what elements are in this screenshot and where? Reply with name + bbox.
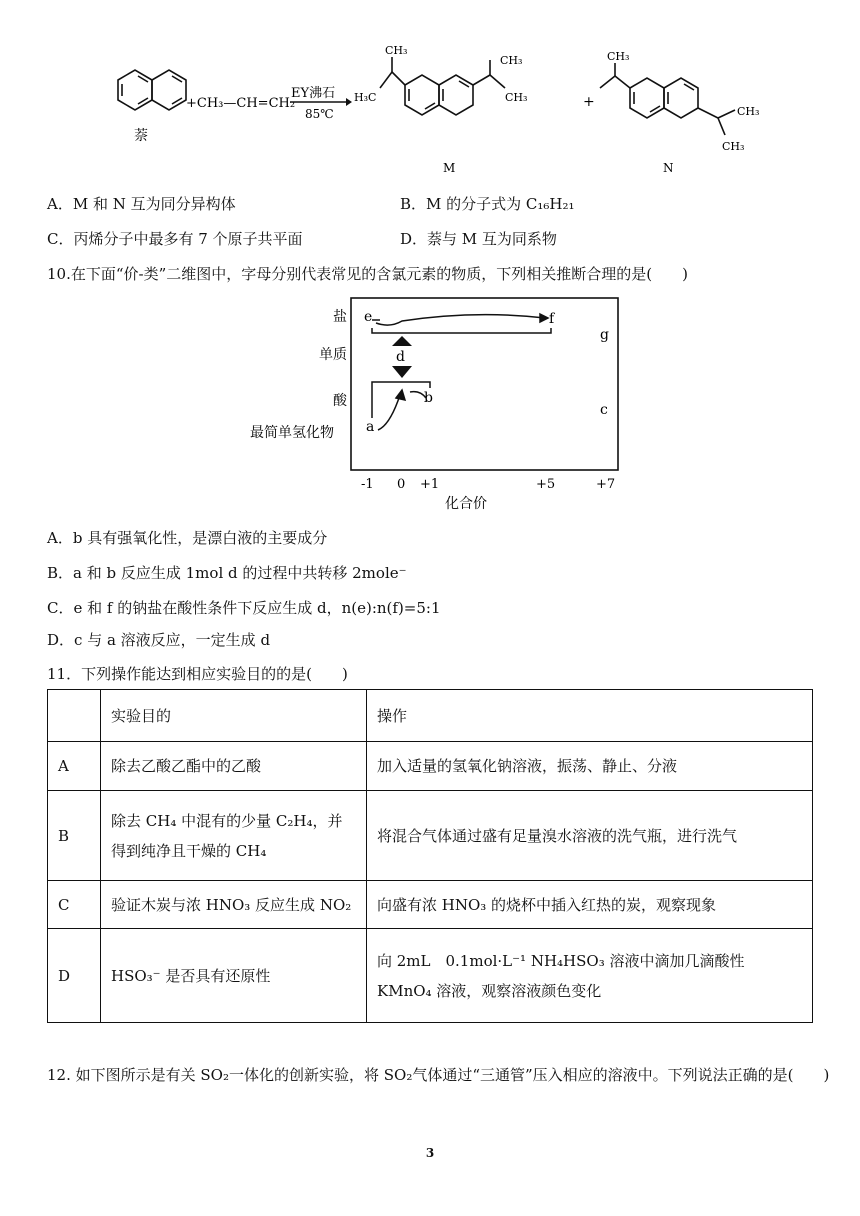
x-tick-pos1: +1 (420, 477, 440, 492)
q10-option-b: B．a 和 b 反应生成 1mol d 的过程中共转移 2mole⁻ (47, 564, 407, 582)
q9-option-d: D．萘与 M 互为同系物 (400, 230, 557, 248)
x-tick-0: 0 (397, 477, 406, 492)
table-row (48, 929, 813, 1023)
row-goal: 除去乙酸乙酯中的乙酸 (101, 742, 367, 791)
reaction-scheme (0, 0, 860, 185)
row-goal: 除去 CH₄ 中混有的少量 C₂H₄，并得到纯净且干燥的 CH₄ (101, 791, 367, 881)
q9-option-b: B．M 的分子式为 C₁₆H₂₁ (400, 195, 575, 213)
header-cell-key (48, 690, 101, 742)
q10-stem: 10.在下面“价-类”二维图中，字母分别代表常见的含氯元素的物质，下列相关推断合理的是( ) (47, 265, 688, 283)
row-key: C (48, 881, 101, 929)
point-e: e (364, 309, 373, 325)
point-f: f (549, 311, 555, 327)
m-ch3-top-right: CH₃ (500, 54, 523, 67)
row-goal: 验证木炭与浓 HNO₃ 反应生成 NO₂ (101, 881, 367, 929)
q12-stem: 12. 如下图所示是有关 SO₂一体化的创新实验，将 SO₂气体通过“三通管”压入相应的溶液中。下列说法正确的是( ) (47, 1066, 830, 1084)
table-header-row (48, 690, 813, 742)
n-ch3-bottom: CH₃ (722, 140, 745, 153)
a-b-relation (372, 382, 430, 430)
arrow-up-to-salt (392, 336, 412, 346)
experiment-table (47, 689, 813, 1023)
catalyst-text: EY沸石 (291, 86, 336, 101)
n-ch3-top: CH₃ (607, 50, 630, 63)
y-label-salt: 盐 (333, 309, 347, 325)
point-g: g (600, 327, 609, 343)
product-n-structure (600, 63, 735, 135)
row-goal: HSO₃⁻ 是否具有还原性 (101, 929, 367, 1023)
plus-sign: + (583, 94, 595, 110)
y-label-hydride: 最简单氢化物 (250, 425, 334, 441)
row-op: 加入适量的氢氧化钠溶液，振荡、静止、分液 (367, 742, 813, 791)
m-ch3-right: CH₃ (505, 91, 528, 104)
row-key: B (48, 791, 101, 881)
temperature-text: 85℃ (305, 107, 334, 121)
valence-class-chart (240, 290, 640, 515)
product-m-label: M (443, 161, 456, 175)
header-cell-goal: 实验目的 (101, 690, 367, 742)
q10-option-a: A．b 具有强氧化性，是漂白液的主要成分 (47, 529, 328, 547)
product-m-structure (380, 57, 505, 115)
row-key: A (48, 742, 101, 791)
naphthalene-label: 萘 (134, 128, 148, 144)
row-op: 向盛有浓 HNO₃ 的烧杯中插入红热的炭，观察现象 (367, 881, 813, 929)
m-h3c: H₃C (354, 91, 377, 104)
x-axis-title: 化合价 (445, 496, 487, 512)
y-label-acid: 酸 (333, 393, 347, 409)
x-tick-pos5: +5 (536, 477, 556, 492)
e-f-relation (372, 314, 551, 333)
point-d: d (396, 349, 405, 365)
row-op: 将混合气体通过盛有足量溴水溶液的洗气瓶，进行洗气 (367, 791, 813, 881)
point-b: b (424, 390, 433, 406)
n-ch3-right: CH₃ (737, 105, 760, 118)
q10-option-d: D．c 与 a 溶液反应，一定生成 d (47, 631, 271, 649)
m-ch3-top-left: CH₃ (385, 44, 408, 57)
row-key: D (48, 929, 101, 1023)
point-a: a (366, 419, 375, 435)
q9-option-c: C．丙烯分子中最多有 7 个原子共平面 (47, 230, 303, 248)
q10-option-c: C．e 和 f 的钠盐在酸性条件下反应生成 d，n(e):n(f)=5:1 (47, 599, 441, 617)
page-number: 3 (425, 1146, 435, 1160)
table-row (48, 881, 813, 929)
q9-option-a: A．M 和 N 互为同分异构体 (47, 195, 236, 213)
x-tick-neg1: -1 (361, 477, 374, 492)
table-row (48, 742, 813, 791)
reagent-text: +CH₃—CH=CH₂ (186, 96, 296, 111)
x-tick-pos7: +7 (596, 477, 616, 492)
naphthalene-structure (118, 70, 186, 110)
product-n-label: N (663, 161, 674, 175)
header-cell-op: 操作 (367, 690, 813, 742)
y-label-element: 单质 (319, 347, 347, 363)
row-op: 向 2mL 0.1mol·L⁻¹ NH₄HSO₃ 溶液中滴加几滴酸性 KMnO₄ 溶液，观察溶液颜色变化 (367, 929, 813, 1023)
table-row (48, 791, 813, 881)
q11-stem: 11．下列操作能达到相应实验目的的是( ) (47, 665, 348, 683)
arrow-down-to-acid (392, 366, 412, 378)
point-c: c (600, 402, 608, 418)
